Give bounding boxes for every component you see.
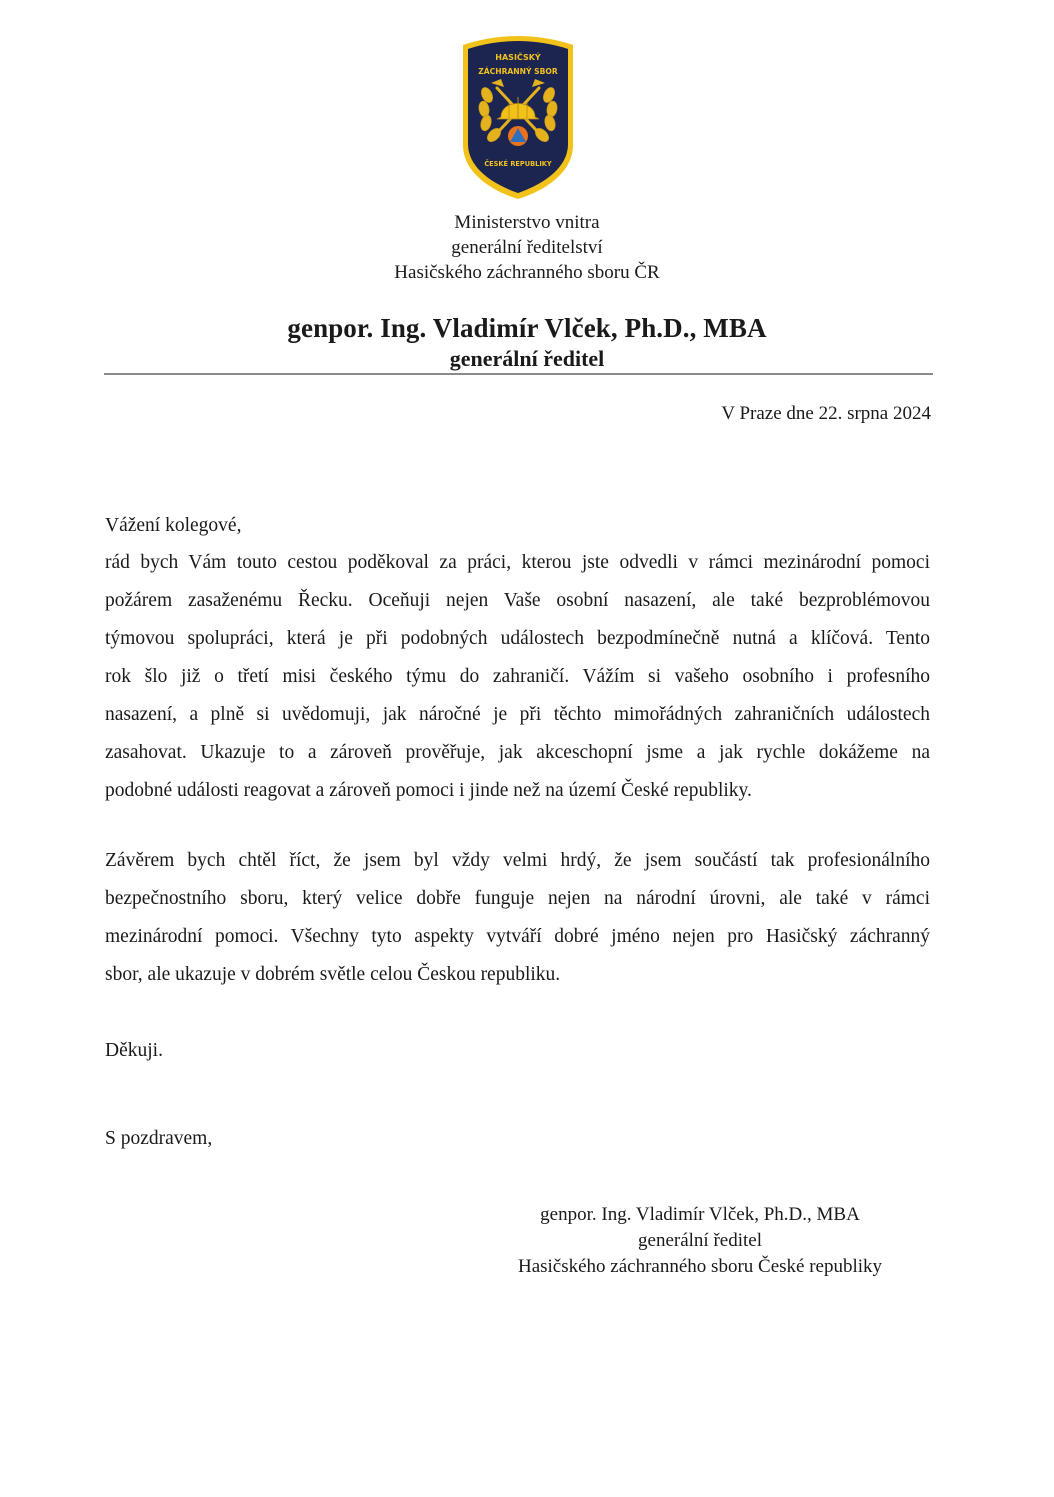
- director-name: genpor. Ing. Vladimír Vlček, Ph.D., MBA: [287, 313, 767, 343]
- org-line-corps: Hasičského záchranného sboru ČR: [394, 262, 660, 283]
- logo-bottom-text: ČESKÉ REPUBLIKY: [484, 160, 552, 168]
- paragraph-line: týmovou spolupráci, která je při podobných událostech bezpodmínečně nutná a klíčová. Tento: [105, 628, 930, 649]
- fire-rescue-badge-icon: [459, 33, 577, 201]
- org-line-directorate: generální ředitelství: [451, 237, 603, 258]
- paragraph-line: sbor, ale ukazuje v dobrém světle celou Českou republiku.: [105, 964, 561, 985]
- paragraph-2: [105, 842, 930, 994]
- org-line-ministry: Ministerstvo vnitra: [454, 212, 600, 233]
- paragraph-line: nasazení, a plně si uvědomuji, jak náročné je při těchto mimořádných zahraničních událostech: [105, 704, 930, 725]
- logo-middle-text: ZÁCHRANNÝ SBOR: [478, 67, 558, 76]
- paragraph-line: bezpečnostního sboru, který velice dobře funguje nejen na národní úrovni, ale také v rámci: [105, 888, 930, 909]
- signature-block: [480, 1202, 920, 1280]
- header-divider: [104, 373, 933, 375]
- paragraph-line: rád bych Vám touto cestou poděkoval za práci, kterou jste odvedli v rámci mezinárodní pomoci: [105, 552, 930, 573]
- paragraph-line: požárem zasaženému Řecku. Oceňuji nejen Vaše osobní nasazení, ale také bezproblémovou: [105, 590, 930, 611]
- signature-org: Hasičského záchranného sboru České republiky: [517, 1256, 883, 1277]
- signature-name: genpor. Ing. Vladimír Vlček, Ph.D., MBA: [540, 1204, 860, 1225]
- closing: [105, 1120, 930, 1158]
- director-title: generální ředitel: [449, 346, 605, 371]
- paragraph-line: podobné události reagovat a zároveň pomoci i jinde než na území České republiky.: [105, 780, 752, 801]
- salutation: [105, 507, 930, 545]
- paragraph-line: Závěrem bych chtěl říct, že jsem byl vždy velmi hrdý, že jsem součástí tak profesionálního: [105, 850, 930, 871]
- paragraph-line: mezinárodní pomoci. Všechny tyto aspekty vytváří dobré jméno nejen pro Hasičský záchranný: [105, 926, 930, 947]
- signature-title: generální ředitel: [638, 1230, 762, 1251]
- hzs-emblem-logo: [459, 33, 577, 201]
- paragraph-line: rok šlo již o třetí misi českého týmu do zahraničí. Vážím si vašeho osobního i profesního: [105, 666, 930, 687]
- thanks: [105, 1032, 930, 1070]
- thanks-text: Děkuji.: [105, 1040, 163, 1061]
- logo-top-text: HASIČSKÝ: [495, 53, 541, 62]
- paragraph-1: [105, 544, 930, 810]
- salutation-text: Vážení kolegové,: [105, 515, 242, 536]
- paragraph-line: zasahovat. Ukazuje to a zároveň prověřuje, jak akceschopní jsme a jak rychle dokážeme na: [105, 742, 930, 763]
- organization-header: [0, 210, 1054, 285]
- letter-date: V Praze dne 22. srpna 2024: [721, 403, 931, 424]
- closing-text: S pozdravem,: [105, 1128, 213, 1149]
